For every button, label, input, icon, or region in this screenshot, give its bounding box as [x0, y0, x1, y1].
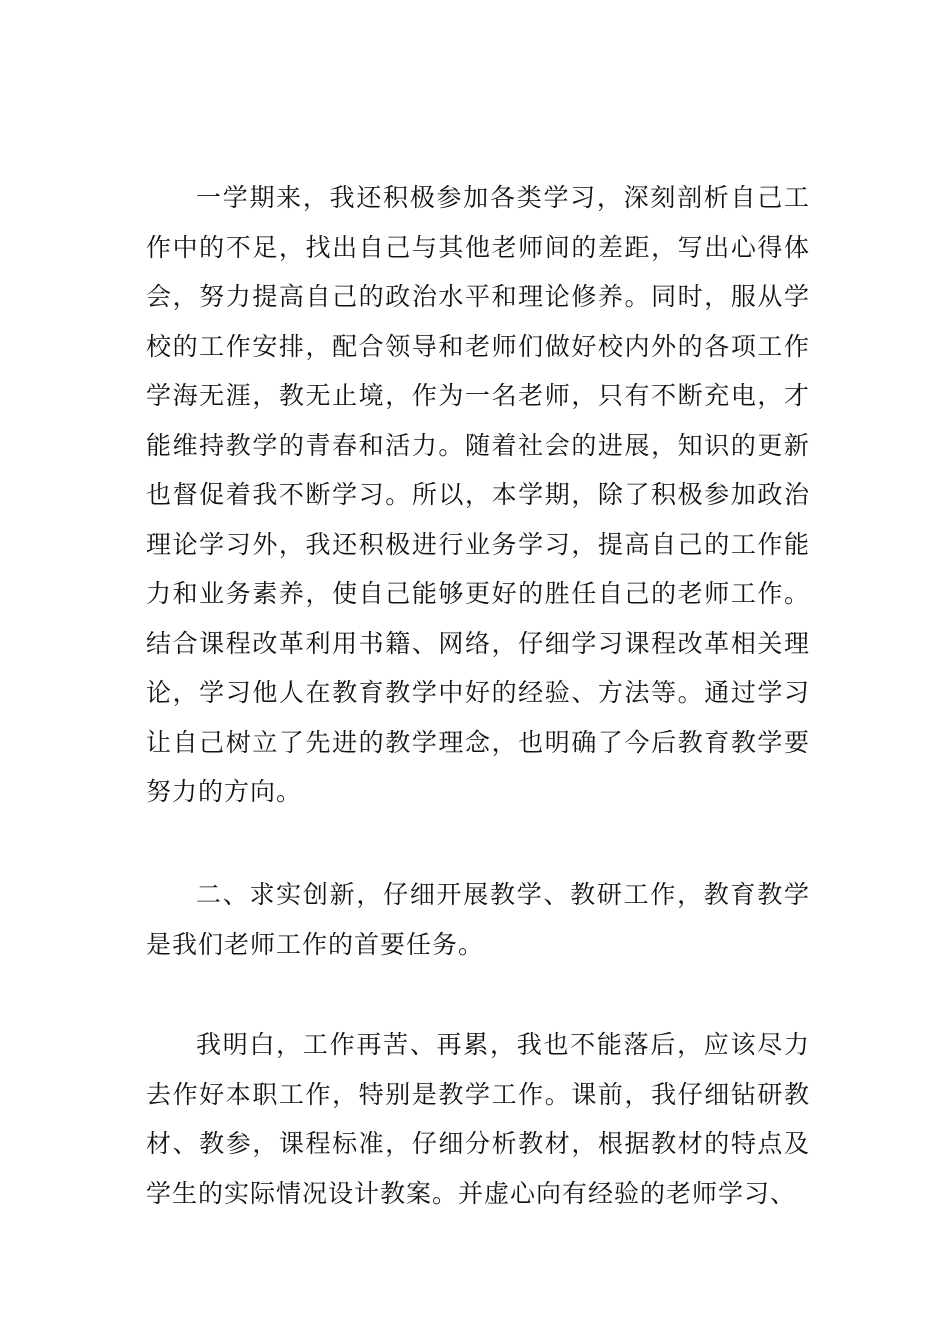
- paragraph-section-heading: 二、求实创新，仔细开展教学、教研工作，教育教学是我们老师工作的首要任务。: [146, 880, 810, 959]
- paragraph-self-study: 一学期来，我还积极参加各类学习，深刻剖析自己工作中的不足，找出自己与其他老师间的差距，写出心得体会，努力提高自己的政治水平和理论修养。同时，服从学校的工作安排，配合领导和老师们做好校内外的各项工作学海无涯，教无止境，作为一名老师，只有不断充电，才能维持教学的青春和活力。随着社会的进展，知识的更新也督促着我不断学习。所以，本学期，除了积极参加政治理论学习外，我还积极进行业务学习，提高自己的工作能力和业务素养，使自己能够更好的胜任自己的老师工作。结合课程改革利用书籍、网络，仔细学习课程改革相关理论，学习他人在教育教学中好的经验、方法等。通过学习让自己树立了先进的教学理念，也明确了今后教育教学要努力的方向。: [146, 183, 810, 806]
- paragraph-teaching-work: 我明白，工作再苦、再累，我也不能落后，应该尽力去作好本职工作，特别是教学工作。课前，我仔细钻研教材、教参，课程标准，仔细分析教材，根据教材的特点及学生的实际情况设计教案。并虚心向有经验的老师学习、: [146, 1030, 810, 1208]
